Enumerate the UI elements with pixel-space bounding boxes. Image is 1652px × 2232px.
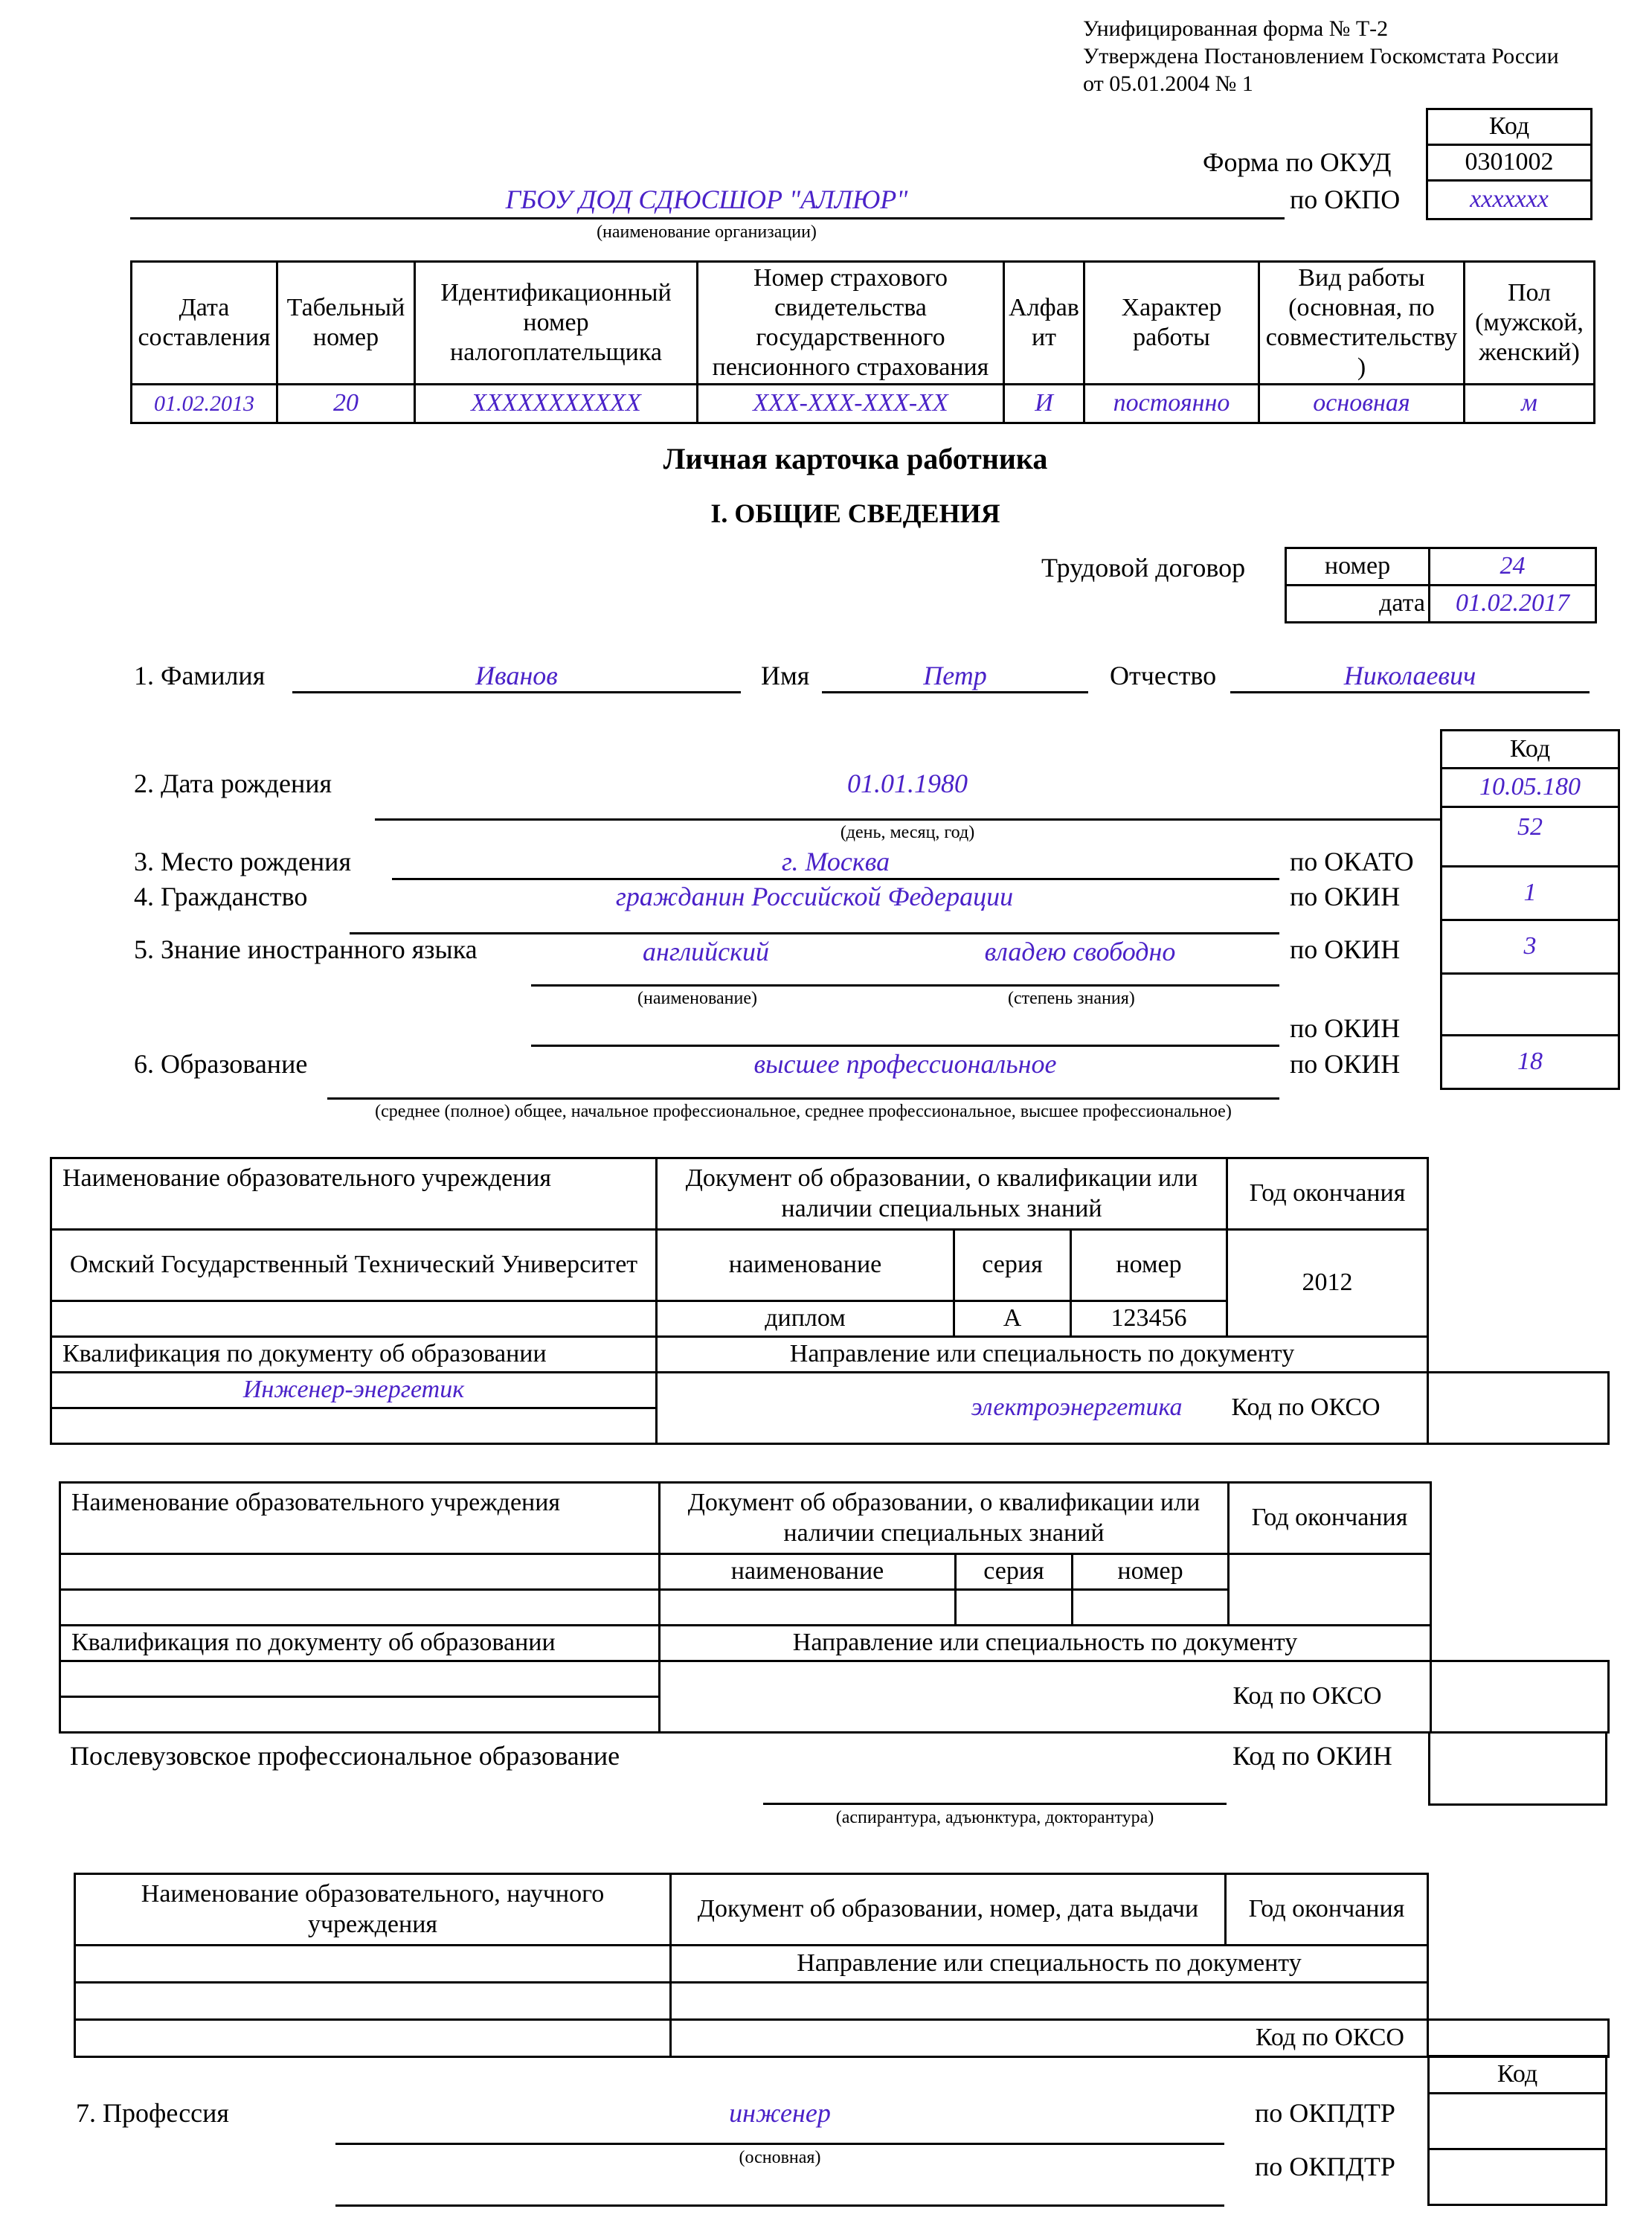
profession-codes-box: [1427, 2055, 1607, 2206]
citizenship-code[interactable]: 1: [1442, 867, 1619, 920]
col-header-sex: Пол (мужской, женский): [1465, 262, 1595, 385]
contract-number-label: номер: [1286, 548, 1430, 586]
okpo-value[interactable]: ххххххх: [1427, 181, 1592, 219]
col-header-alphabet: Алфав ит: [1004, 262, 1084, 385]
okpo-label: по ОКПО: [1290, 185, 1401, 214]
education-table-3: [74, 1873, 1610, 2058]
edu3-empty-2: [1428, 1946, 1609, 1983]
edu2-inst-value-2[interactable]: [60, 1590, 660, 1626]
personal-codes-box: [1440, 729, 1620, 1090]
cell-work-type[interactable]: постоянно: [1084, 385, 1259, 423]
education-value[interactable]: высшее профессиональное: [753, 1049, 1057, 1079]
edu2-empty-1: [1431, 1483, 1609, 1554]
cell-snils[interactable]: ХХХ-ХХХ-ХХХ-ХХ: [698, 385, 1004, 423]
contract-label: Трудовой договор: [1041, 553, 1246, 583]
okud-code-box: [1426, 108, 1592, 220]
citizenship-label: 4. Гражданство: [134, 882, 308, 911]
edu1-empty-1: [1428, 1158, 1609, 1230]
language2-okin-label: по ОКИН: [1290, 1013, 1401, 1043]
edu1-empty-2: [1428, 1230, 1609, 1301]
org-underline: [130, 217, 1285, 219]
language-label: 5. Знание иностранного языка: [134, 934, 478, 964]
edu2-qual-header: Квалификация по документу об образовании: [60, 1626, 660, 1661]
edu1-col-number: номер: [1071, 1230, 1227, 1301]
edu1-doc-name[interactable]: диплом: [657, 1301, 954, 1337]
contract-box: [1285, 547, 1597, 623]
organization-name[interactable]: ГБОУ ДОД СДЮСШОР "АЛЛЮР": [505, 185, 908, 214]
language-level-caption: (степень знания): [1008, 989, 1135, 1008]
edu3-okso-label: Код по ОКСО: [671, 2020, 1428, 2057]
col-header-work-type: Характер работы: [1084, 262, 1259, 385]
edu1-doc-series[interactable]: А: [954, 1301, 1071, 1337]
patronymic-underline: [1230, 691, 1590, 693]
edu2-empty-4: [1431, 1626, 1609, 1661]
edu3-spec-header: Направление или специальность по документу: [671, 1946, 1428, 1983]
col-header-tab-number: Табельный номер: [277, 262, 415, 385]
edu2-col-series: серия: [956, 1554, 1073, 1590]
education-code[interactable]: 18: [1442, 1036, 1619, 1089]
birth-date-underline: [375, 818, 1440, 821]
col-header-work-kind: Вид работы (основная, по совместительству ): [1259, 262, 1465, 385]
profession-kod-header: Код: [1429, 2056, 1607, 2094]
language-name-caption: (наименование): [637, 989, 758, 1008]
edu1-okso-label: Код по ОКСО: [1227, 1373, 1428, 1444]
form-approval-line: Утверждена Постановлением Госкомстата России: [1083, 44, 1559, 68]
edu3-inst-value-2[interactable]: [75, 1983, 671, 2020]
language-code[interactable]: 3: [1442, 920, 1619, 974]
edu2-doc-series[interactable]: [956, 1590, 1073, 1626]
edu3-inst-value-3[interactable]: [75, 2020, 671, 2057]
edu2-qual-value[interactable]: [60, 1661, 660, 1697]
birth-date-label: 2. Дата рождения: [134, 769, 332, 798]
edu3-inst-value[interactable]: [75, 1946, 671, 1983]
form-date-line: от 05.01.2004 № 1: [1083, 71, 1253, 96]
postgrad-caption: (аспирантура, адъюнктура, докторантура): [835, 1808, 1154, 1827]
cell-sex[interactable]: м: [1465, 385, 1595, 423]
birth-place-label: 3. Место рождения: [134, 847, 352, 876]
postgrad-label: Послевузовское профессиональное образование: [70, 1741, 620, 1771]
language2-underline: [531, 1045, 1279, 1047]
citizenship-okin-label: по ОКИН: [1290, 882, 1401, 911]
education-table-1: [50, 1157, 1610, 1445]
language-value[interactable]: английский: [643, 937, 769, 966]
language-level-value[interactable]: владею свободно: [984, 937, 1176, 966]
education-underline: [327, 1097, 1279, 1100]
edu2-spec-header: Направление или специальность по документу: [660, 1626, 1431, 1661]
first-name-underline: [822, 691, 1088, 693]
edu2-doc-header: Документ об образовании, о квалификации или наличии специальных знаний: [660, 1483, 1229, 1554]
edu2-col-name: наименование: [660, 1554, 956, 1590]
profession-value[interactable]: инженер: [729, 2098, 831, 2128]
postgrad-underline: [763, 1803, 1227, 1805]
edu2-spec-value[interactable]: [660, 1661, 1229, 1733]
edu1-doc-number[interactable]: 123456: [1071, 1301, 1227, 1337]
okud-label: Форма по ОКУД: [1203, 147, 1392, 177]
edu2-doc-name[interactable]: [660, 1590, 956, 1626]
edu3-spec-value[interactable]: [671, 1983, 1428, 2020]
first-name-label: Имя: [761, 661, 810, 690]
birth-place-value[interactable]: г. Москва: [781, 847, 890, 876]
edu1-col-name: наименование: [657, 1230, 954, 1301]
edu2-empty-2: [1431, 1554, 1609, 1590]
edu3-empty-3: [1428, 1983, 1609, 2020]
profession2-underline: [335, 2204, 1224, 2207]
employee-summary-table: [130, 260, 1595, 424]
edu1-year-value[interactable]: 2012: [1227, 1230, 1428, 1337]
edu1-inst-value[interactable]: Омский Государственный Технический Университет: [51, 1230, 657, 1301]
surname-underline: [292, 691, 741, 693]
citizenship-underline: [350, 932, 1279, 934]
edu1-inst-value-2[interactable]: [51, 1301, 657, 1337]
edu1-empty-4: [1428, 1337, 1609, 1373]
edu1-inst-header: Наименование образовательного учреждения: [51, 1158, 657, 1230]
edu1-spec-header: Направление или специальность по документу: [657, 1337, 1428, 1373]
edu1-okso-code[interactable]: [1428, 1373, 1609, 1444]
surname-label: 1. Фамилия: [134, 661, 266, 690]
cell-tab-number[interactable]: 20: [277, 385, 415, 423]
edu3-inst-header: Наименование образовательного, научного учреждения: [75, 1874, 671, 1946]
edu2-inst-value[interactable]: [60, 1554, 660, 1590]
edu2-empty-3: [1431, 1590, 1609, 1626]
org-caption: (наименование организации): [597, 222, 817, 242]
col-header-date: Дата составления: [132, 262, 277, 385]
page-title: Личная карточка работника: [663, 442, 1048, 475]
cell-alphabet[interactable]: И: [1004, 385, 1084, 423]
edu1-doc-header: Документ об образовании, о квалификации или наличии специальных знаний: [657, 1158, 1227, 1230]
edu1-empty-3: [1428, 1301, 1609, 1337]
education-caption: (среднее (полное) общее, начальное профессиональное, среднее профессиональное, высшее профессиональное): [375, 1102, 1232, 1121]
birth-place-underline: [392, 878, 1279, 880]
birth-date-value[interactable]: 01.01.1980: [847, 769, 968, 798]
edu2-okso-code[interactable]: [1431, 1661, 1609, 1733]
language-okin-label: по ОКИН: [1290, 934, 1401, 964]
patronymic-value[interactable]: Николаевич: [1343, 661, 1476, 690]
first-name-value[interactable]: Петр: [923, 661, 987, 690]
edu2-year-header: Год окончания: [1229, 1483, 1431, 1554]
education-table-2: [59, 1481, 1610, 1734]
profession-okpdtr-label: по ОКПДТР: [1255, 2098, 1395, 2128]
okato-code[interactable]: 52: [1442, 807, 1619, 867]
section-title: I. ОБЩИЕ СВЕДЕНИЯ: [710, 498, 1000, 528]
patronymic-label: Отчество: [1110, 661, 1217, 690]
edu2-qual-value-2[interactable]: [60, 1697, 660, 1733]
edu1-qual-value-2[interactable]: [51, 1408, 657, 1444]
edu1-qual-header: Квалификация по документу об образовании: [51, 1337, 657, 1373]
language-code-2[interactable]: [1442, 974, 1619, 1036]
edu2-doc-number[interactable]: [1073, 1590, 1229, 1626]
profession-code-1[interactable]: [1429, 2094, 1607, 2149]
edu1-spec-value[interactable]: электроэнергетика: [657, 1373, 1227, 1444]
cell-inn[interactable]: ХХХХХХХХХХХ: [415, 385, 698, 423]
contract-date-value[interactable]: 01.02.2017: [1430, 586, 1596, 623]
edu3-year-header: Год окончания: [1226, 1874, 1428, 1946]
cell-work-kind[interactable]: основная: [1259, 385, 1465, 423]
contract-date-label: дата: [1286, 586, 1430, 623]
education-label: 6. Образование: [134, 1049, 308, 1079]
citizenship-value[interactable]: гражданин Российской Федерации: [615, 882, 1014, 911]
birth-code[interactable]: 10.05.180: [1442, 769, 1619, 807]
contract-number-value[interactable]: 24: [1430, 548, 1596, 586]
surname-value[interactable]: Иванов: [475, 661, 558, 690]
profession-caption: (основная): [739, 2148, 821, 2167]
profession2-okpdtr-label: по ОКПДТР: [1255, 2152, 1395, 2181]
okato-label: по ОКАТО: [1290, 847, 1414, 876]
profession-label: 7. Профессия: [76, 2098, 229, 2128]
postgrad-okin-label: Код по ОКИН: [1232, 1741, 1392, 1771]
profession-code-2[interactable]: [1429, 2149, 1607, 2205]
edu3-okso-code[interactable]: [1428, 2020, 1609, 2057]
form-type-line: Унифицированная форма № Т-2: [1083, 16, 1389, 41]
col-header-inn: Идентификационный номер налогоплательщика: [415, 262, 698, 385]
okud-value: 0301002: [1427, 145, 1592, 181]
education-okin-label: по ОКИН: [1290, 1049, 1401, 1079]
postgrad-okin-code[interactable]: [1428, 1731, 1607, 1806]
language-underline: [531, 984, 1279, 987]
edu2-col-number: номер: [1073, 1554, 1229, 1590]
edu3-doc-header: Документ об образовании, номер, дата выдачи: [671, 1874, 1226, 1946]
edu1-year-header: Год окончания: [1227, 1158, 1428, 1230]
profession-underline: [335, 2143, 1224, 2145]
edu1-col-series: серия: [954, 1230, 1071, 1301]
cell-date[interactable]: 01.02.2013: [132, 385, 277, 423]
col-header-snils: Номер страхового свидетельства государственного пенсионного страхования: [698, 262, 1004, 385]
personal-kod-header: Код: [1442, 731, 1619, 769]
birth-date-caption: (день, месяц, год): [840, 823, 975, 842]
edu2-inst-header: Наименование образовательного учреждения: [60, 1483, 660, 1554]
edu1-qual-value[interactable]: Инженер-энергетик: [51, 1373, 657, 1408]
edu2-year-value[interactable]: [1229, 1554, 1431, 1626]
edu3-empty-1: [1428, 1874, 1609, 1946]
edu2-okso-label: Код по ОКСО: [1229, 1661, 1431, 1733]
kod-header: Код: [1427, 109, 1592, 145]
